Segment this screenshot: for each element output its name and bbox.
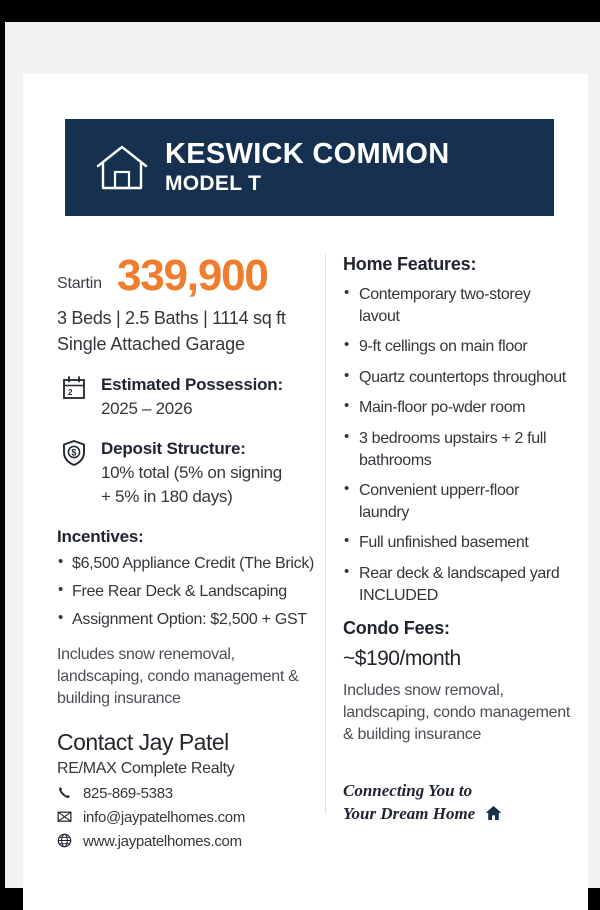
house-outline-icon (87, 142, 157, 194)
incentives-list (57, 553, 325, 631)
shield-dollar-icon (61, 439, 89, 467)
contact-phone-value: 825-869-5383 (83, 785, 173, 803)
contact-name: Contact Jay Patel (57, 729, 229, 756)
possession-value: 2025 – 2026 (101, 399, 193, 419)
list-item: • $6,500 Appliance Credit (The Brick) (57, 553, 325, 575)
contact-brokerage: RE/MAX Complete Realty (57, 760, 235, 778)
globe-icon (57, 833, 74, 850)
contact-website-value: www.jaypatelhomes.com (83, 833, 242, 851)
page-subtitle: MODEL T (165, 171, 262, 195)
banner-text-group (157, 139, 450, 195)
page-backdrop (5, 22, 600, 888)
contact-block (57, 729, 325, 850)
list-item: • Main-floor po-wder room (343, 397, 571, 419)
tagline-line-1: Connecting You to (343, 781, 473, 801)
condo-fees-heading: Condo Fees: (343, 618, 450, 639)
phone-icon (57, 785, 74, 802)
column-divider (325, 254, 326, 814)
list-item: • Full unfinished basement (343, 532, 571, 554)
flyer-document (23, 74, 588, 910)
condo-fees-amount: ~$190/month (343, 647, 461, 671)
deposit-structure-block (57, 438, 325, 509)
list-item: • Contemporary two-storey lavout (343, 284, 571, 327)
possession-title: Estimated Possession: (101, 375, 283, 395)
tagline-block (343, 780, 571, 827)
tagline-line-2-row (343, 803, 571, 827)
spec-beds-baths-size: 3 Beds | 2.5 Baths | 1114 sq ft (57, 308, 286, 328)
contact-email-row[interactable] (57, 809, 325, 826)
price-label: Startin (57, 275, 102, 292)
deposit-title: Deposit Structure: (101, 439, 246, 459)
calendar-icon (61, 375, 89, 403)
house-filled-icon (485, 805, 502, 827)
right-column (343, 254, 571, 827)
contact-phone-row[interactable] (57, 785, 325, 802)
price-block (57, 251, 325, 306)
envelope-icon (57, 809, 74, 826)
contact-email-value: info@jaypatelhomes.com (83, 809, 246, 827)
tagline-line-2: Your Dream Home (343, 803, 476, 823)
list-item: • Free Rear Deck & Landscaping (57, 581, 325, 603)
home-features-heading: Home Features: (343, 254, 477, 274)
svg-text:$: $ (71, 447, 77, 458)
list-item: • Assignment Option: $2,500 + GST (57, 609, 325, 631)
incentives-heading: Incentives: (57, 526, 144, 546)
list-item: • Convenient upperr-floor laundry (343, 480, 571, 523)
left-column (57, 251, 325, 851)
left-column-note: Includes snow renemoval, landscaping, condo management & building insurance (57, 646, 299, 707)
deposit-line-2: + 5% in 180 days) (101, 487, 233, 507)
flyer-header-banner (65, 119, 554, 216)
condo-fees-note: Includes snow removal, landscaping, condo management & building insurance (343, 682, 571, 744)
contact-website-row[interactable] (57, 833, 325, 850)
list-item: • Quartz countertops throughout (343, 367, 571, 389)
list-item: • Rear deck & landscaped yard INCLUDED (343, 563, 571, 606)
deposit-line-1: 10% total (5% on signing (101, 463, 282, 483)
page-title: KESWICK COMMON (165, 138, 450, 171)
home-features-list (343, 284, 571, 606)
estimated-possession-block (57, 374, 325, 421)
list-item: • 3 bedrooms upstairs + 2 full bathrooms (343, 428, 571, 471)
spec-garage: Single Attached Garage (57, 333, 245, 354)
price-amount: 339,900 (117, 251, 268, 300)
list-item: • 9-ft cellings on main floor (343, 336, 571, 358)
svg-text:2: 2 (68, 388, 73, 398)
